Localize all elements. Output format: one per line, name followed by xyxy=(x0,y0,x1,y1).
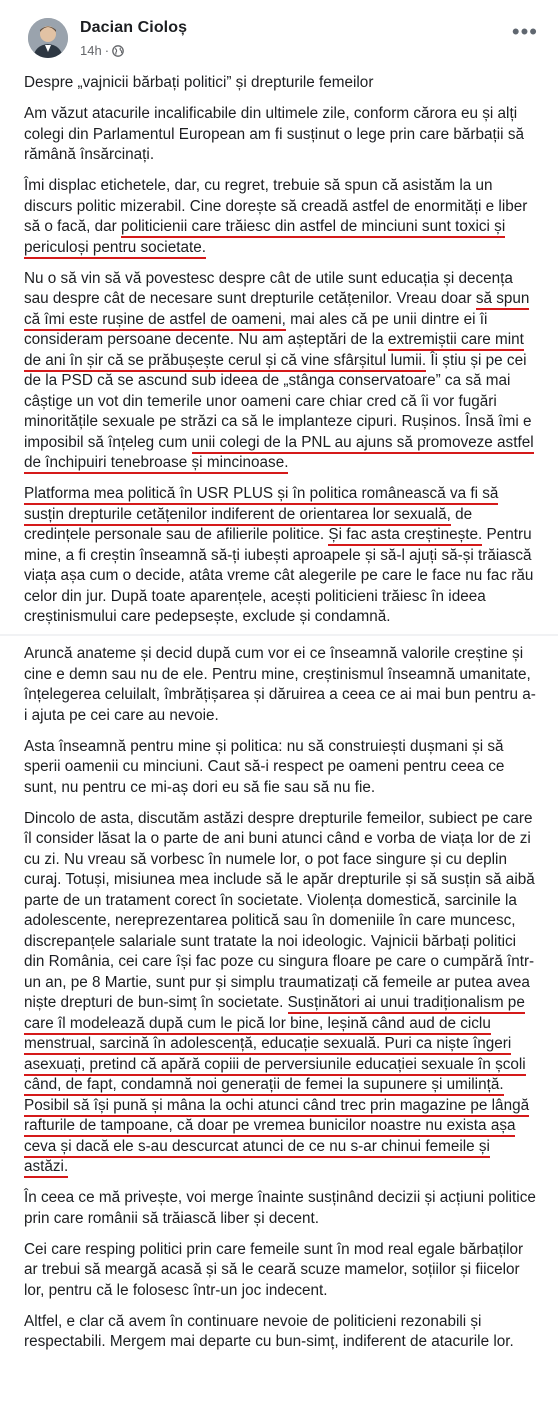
underlined-text: unii colegi de la PNL au ajuns să promoveze astfel de închipuiri tenebroase și mincinoase. xyxy=(24,434,534,475)
author-name[interactable]: Dacian Cioloș xyxy=(80,19,188,36)
post-paragraph xyxy=(24,176,537,258)
text-segment: Despre „vajnicii bărbați politici” și drepturile femeilor xyxy=(24,74,374,91)
text-segment: În ceea ce mă privește, voi merge înainte susținând decizii și acțiuni politice prin care românii să trăiască liber și decent. xyxy=(24,1189,536,1227)
underlined-text: politicienii care trăiesc din astfel de minciuni sunt toxici și periculoși pentru societate. xyxy=(24,218,505,259)
post-header xyxy=(0,0,558,66)
avatar[interactable] xyxy=(28,18,68,58)
text-segment: Îmi displac etichetele, dar, cu regret, trebuie să spun că asistăm la un discurs politic mizerabil. Cine dorește să creadă astfel de enormități e liber să o facă, dar xyxy=(24,177,528,235)
profile-photo xyxy=(28,18,68,58)
text-segment: Îi știu și pe cei de la PSD că se ascund sub ideea de „stânga conservatoare” ca să mai câștige un vot din temerile unor oameni care chiar cred că îi vor fugări minoritățile sexuale pe străzi ca să le implanteze cipuri. Rușinos. Însă îmi e imposibil să înțeleg cum xyxy=(24,351,532,451)
text-segment: Asta înseamnă pentru mine și politica: nu să construiești dușmani și să sperii oamenii cu minciuni. Caut să-i respect pe oameni pentru ceea ce sunt, nu pentru ce mi-aș dori eu să fie sau să nu fie. xyxy=(24,737,505,796)
text-segment: Dincolo de asta, discutăm astăzi despre drepturile femeilor, subiect pe care îl consider lăsat la o parte de ani buni atunci când e vorba de viața lor de zi cu zi. Nu vreau să vorbesc în numele lor, o pot face singure și cu deplin curaj. Totuși, misiunea mea include să le apăr drepturile și să susțin să aibă parte de un tratament corect în societate. Violența domestică, sarcinile la adolescente, nereprezentarea politică sau în domeniile în care muncesc, discrepanțele salariale sunt tratate la noi ideologic. Vajnicii bărbați politici din România, cei care își fac poze cu singura floare pe care o cumpără într-un an, pe 8 Martie, sunt pur și simplu traumatizați că femeile ar putea avea niște drepturi de bun-simț în societate. xyxy=(24,809,535,1011)
screenshot-seam xyxy=(0,634,558,636)
post-paragraph xyxy=(24,104,537,166)
post-paragraph xyxy=(24,809,537,1178)
text-segment: mai ales că pe unii dintre ei îi consideram persoane decente. Nu am așteptări de la xyxy=(24,310,488,348)
text-segment: Nu o să vin să vă povestesc despre cât de utile sunt educația și decența sau despre cât de necesare sunt drepturile cetățenilor. Vreau doar xyxy=(24,269,513,307)
text-segment: Am văzut atacurile incalificabile din ultimele zile, conform cărora eu și alți colegi din Parlamentul European am fi susținut o lege prin care bărbații să rămână însărcinați. xyxy=(24,105,524,163)
post-paragraph xyxy=(24,644,537,726)
meta-separator: · xyxy=(104,43,110,58)
underlined-text: Platforma mea politică în USR PLUS și în politica românească va fi să susțin drepturile cetățenilor indiferent de orientarea lor sexuală, xyxy=(24,485,498,526)
underlined-text: extremiștii care mint de ani în șir că se prăbușește cerul și că vine sfârșitul lumii. xyxy=(24,331,524,372)
more-options-icon[interactable]: ••• xyxy=(511,19,538,44)
underlined-text: să spun că îmi este rușine de astfel de oameni, xyxy=(24,290,529,331)
post-paragraph xyxy=(24,737,537,799)
globe-icon[interactable] xyxy=(112,45,124,57)
post-meta xyxy=(80,43,124,58)
post-time[interactable]: 14h xyxy=(80,43,102,58)
post-paragraph xyxy=(24,1312,537,1353)
text-segment: Altfel, e clar că avem în continuare nevoie de politicieni rezonabili și respectabili. Mergem mai departe cu bun-simț, indiferent de atacurile lor. xyxy=(24,1312,514,1350)
text-segment: Pentru mine, a fi creștin înseamnă să-ți iubești aproapele și să-l ajuți să-și trăiască viața așa cum o decide, atâta vreme cât alegerile pe care le face nu fac rău celor din jur. După toate aparențele, acești politicieni trăiesc în ideea creștinismului care pedepsește, exclude și condamnă. xyxy=(24,526,534,625)
text-segment: Aruncă anateme și decid după cum vor ei ce înseamnă valorile creștine și cine e demn sau nu de ele. Pentru mine, creștinismul înseamnă umanitate, înțelegerea celuilalt, îmbrățișarea și dăruirea a ceea ce ai mai bun pentru a-i ajuta pe cei care au nevoie. xyxy=(24,645,536,724)
post-paragraph xyxy=(24,1188,537,1229)
text-segment: Cei care resping politici prin care femeile sunt în mod real egale bărbaților ar trebui să meargă acasă și să le ceară scuze mamelor, soțiilor și fiicelor lor, pentru că le folosesc într-un joc indecent. xyxy=(24,1240,524,1299)
text-segment: de credințele personale sau de afilierile politice. xyxy=(24,505,473,543)
post-body xyxy=(24,73,537,1363)
post-paragraph xyxy=(24,269,537,474)
post-paragraph xyxy=(24,484,537,628)
post-title-paragraph xyxy=(24,73,537,94)
underlined-text: Susținători ai unui tradiționalism pe care îl modelează după cum le pică lor bine, leșină când aud de ciclu menstrual, sarcină în adolescență, educație sexuală. Puri ca niște îngeri asexuați, pretind că apără copiii de perversiunile educației sexuale în școli când, de fapt, condamnă noi generații de femei la supunere și umilință. Posibil să își pună și mâna la ochi atunci când trec prin magazine pe lângă rafturile de tampoane, că doar pe vremea bunicilor noastre nu exista așa ceva și dacă ele s-au descurcat atunci de ce nu s-ar chinui femeile și astăzi. xyxy=(24,994,529,1178)
underlined-text: Și fac asta creștinește. xyxy=(328,526,482,546)
post-paragraph xyxy=(24,1240,537,1302)
